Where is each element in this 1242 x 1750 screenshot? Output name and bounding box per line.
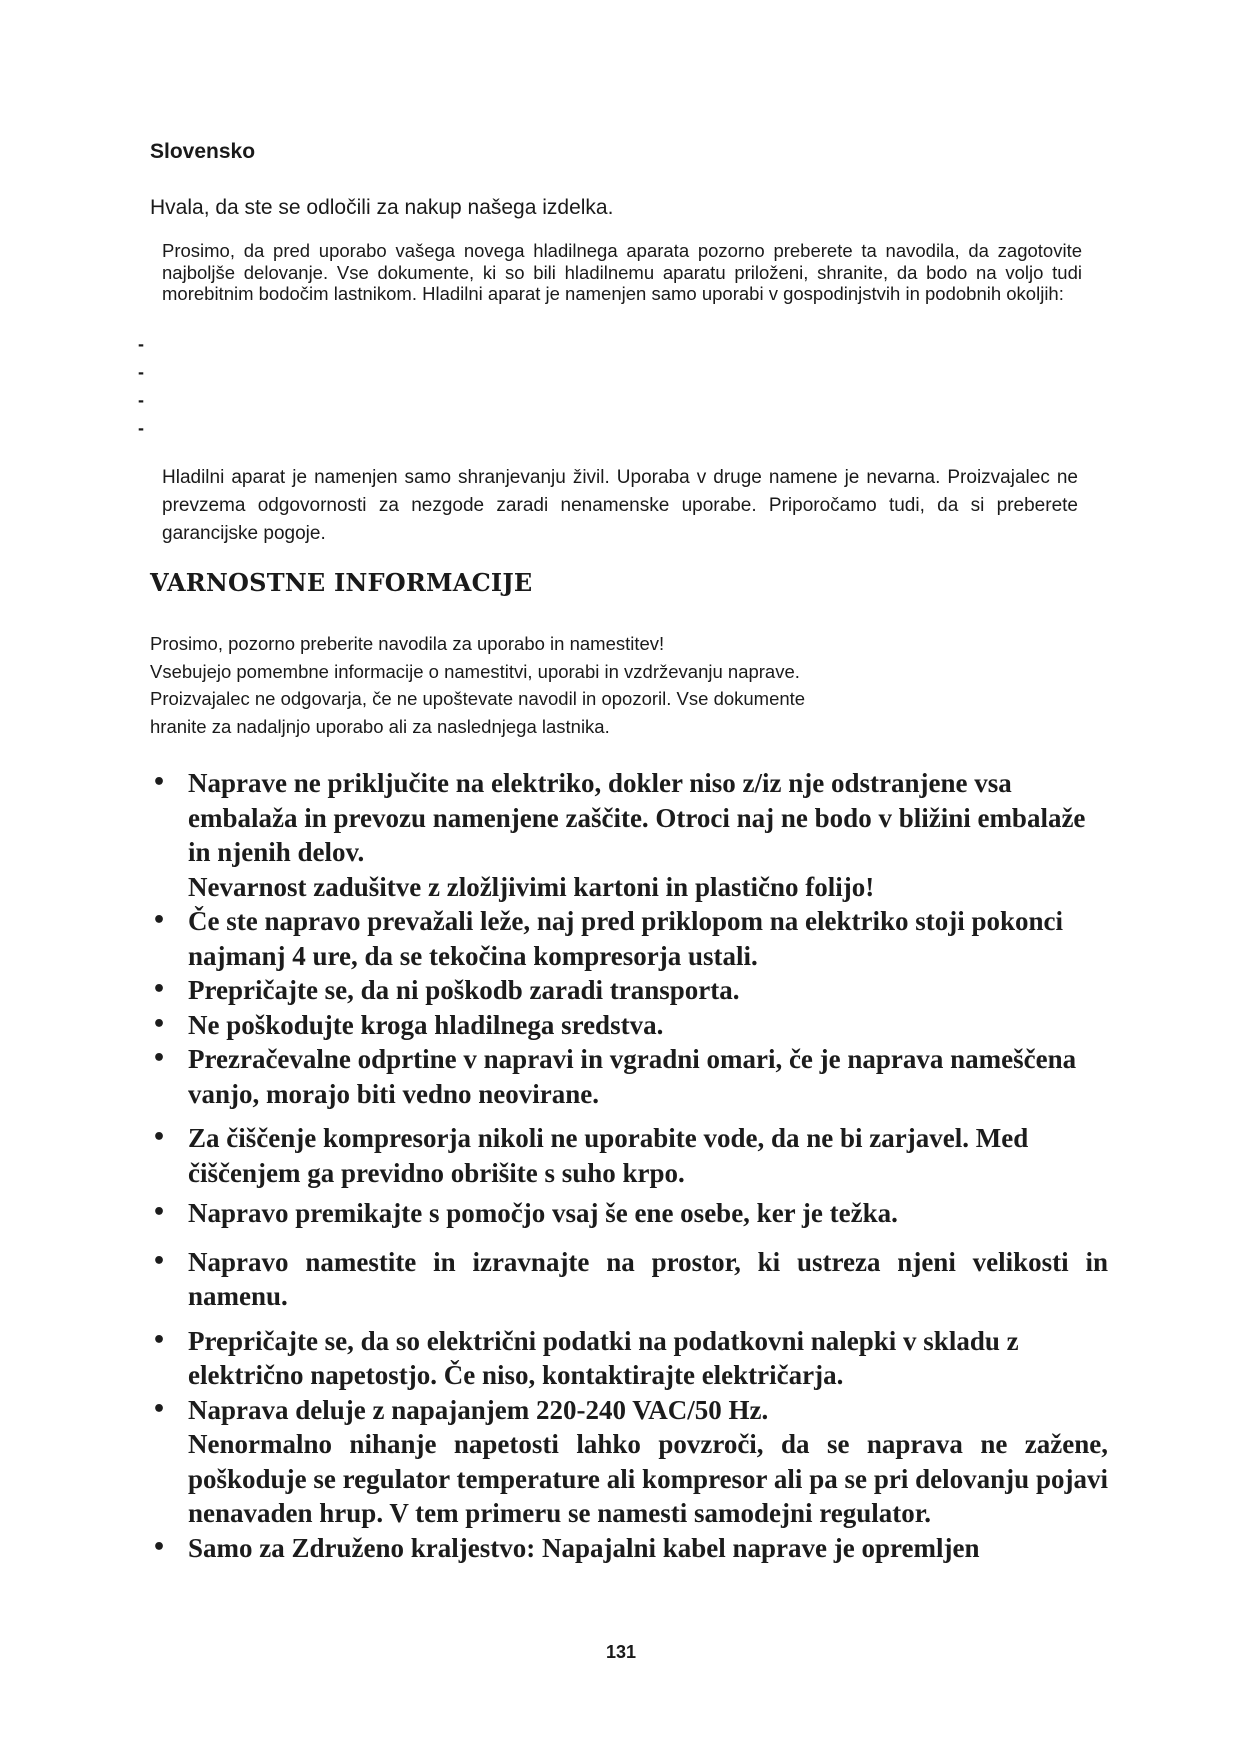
safety-intro (150, 630, 1050, 740)
safety-bullet-list (148, 766, 1108, 1565)
safety-item-compressor-cleaning (148, 1121, 1108, 1190)
safety-item-text: • Če ste napravo prevažali leže, naj pred priklopom na elektriko stoji pokonci najmanj 4 ure, da se tekočina kompresorja ustali. (188, 906, 1063, 971)
safety-item-text: • Samo za Združeno kraljestvo: Napajalni kabel naprave je opremljen (188, 1532, 980, 1563)
safety-item-text: • Za čiščenje kompresorja nikoli ne uporabite vode, da ne bi zarjavel. Med čiščenjem ga previdno obrišite s suho krpo. (188, 1123, 1029, 1188)
thank-you-line: Hvala, da ste se odločili za nakup našega izdelka. (150, 196, 614, 219)
safety-item-transport-upright (148, 904, 1108, 973)
safety-item-text: • Napravo premikajte s pomočjo vsaj še ene osebe, ker je težka. (188, 1198, 898, 1228)
safety-section-title: VARNOSTNE INFORMACIJE (150, 568, 533, 597)
safety-intro-line: Proizvajalec ne odgovarja, če ne upoštevate navodil in opozoril. Vse dokumente (150, 688, 806, 709)
page-number: 131 (605, 1642, 637, 1662)
intro-paragraph: Prosimo, da pred uporabo vašega novega hladilnega aparata pozorno preberete ta navodila, da zagotovite najboljše delovanje. Vse dokumente, ki so bili hladilnemu aparatu priloženi, shranite, da bodo na voljo tudi morebitnim bodočim lastnikom. Hladilni aparat je namenjen samo uporabi v gospodinjstvih in podobnih okoljih: (162, 240, 1082, 304)
safety-item-text: • Prepričajte se, da so električni podatki na podatkovni nalepki v skladu z električno napetostjo. Če niso, kontaktirajte električarja. (188, 1325, 1019, 1390)
language-heading: Slovensko (150, 140, 256, 163)
purpose-paragraph: Hladilni aparat je namenjen samo shranjevanju živil. Uporaba v druge namene je nevarna. Proizvajalec ne prevzema odgovornosti za nezgode zaradi nenamenske uporabe. Priporočamo tudi, da si preberete garancijske pogoje. (162, 467, 1078, 544)
list-dash: - (138, 390, 144, 410)
safety-item-placement (148, 1245, 1108, 1314)
safety-item-ventilation (148, 1042, 1108, 1111)
safety-item-text: • Naprava deluje z napajanjem 220-240 VAC/50 Hz. (188, 1394, 769, 1425)
safety-item-text: • Ne poškodujte kroga hladilnega sredstva. (188, 1009, 664, 1040)
safety-item-moving (148, 1196, 1108, 1231)
safety-item-packaging (148, 766, 1108, 904)
safety-item-refrigerant-circuit (148, 1008, 1108, 1043)
safety-item-electrical-data (148, 1324, 1108, 1393)
safety-item-text: • Prezračevalne odprtine v napravi in vgradni omari, če je naprava nameščena vanjo, morajo biti vedno neovirane. (188, 1044, 1077, 1109)
safety-item-text: • Prepričajte se, da ni poškodb zaradi transporta. (188, 975, 740, 1005)
safety-item-warning: Nevarnost zadušitve z zložljivimi kartoni in plastično folijo! (188, 871, 875, 902)
safety-intro-line: Vsebujejo pomembne informacije o namestitvi, uporabi in vzdrževanju naprave. (150, 660, 800, 682)
safety-item-transport-damage (148, 973, 1108, 1008)
safety-item-uk-only (148, 1531, 1108, 1566)
list-dash: - (138, 334, 144, 354)
safety-item-text: • Naprave ne priključite na elektriko, dokler niso z/iz nje odstranjene vsa embalaža in prevozu namenjene zaščite. Otroci naj ne bodo v bližini embalaže in njenih delov. (188, 768, 1086, 867)
safety-item-power-supply (148, 1393, 1108, 1531)
list-dash: - (138, 418, 144, 438)
safety-intro-line: Prosimo, pozorno preberite navodila za uporabo in namestitev! (150, 633, 665, 654)
list-dash: - (138, 362, 144, 382)
safety-intro-line: hranite za nadaljnjo uporabo ali za naslednjega lastnika. (150, 715, 610, 737)
safety-item-voltage-note: Nenormalno nihanje napetosti lahko povzroči, da se naprava ne zažene, poškoduje se regulator temperature ali kompresor ali pa se pri delovanju pojavi nenavaden hrup. V tem primeru se namesti samodejni regulator. (188, 1429, 1108, 1528)
safety-item-text: • Napravo namestite in izravnajte na prostor, ki ustreza njeni velikosti in namenu. (188, 1246, 1108, 1311)
